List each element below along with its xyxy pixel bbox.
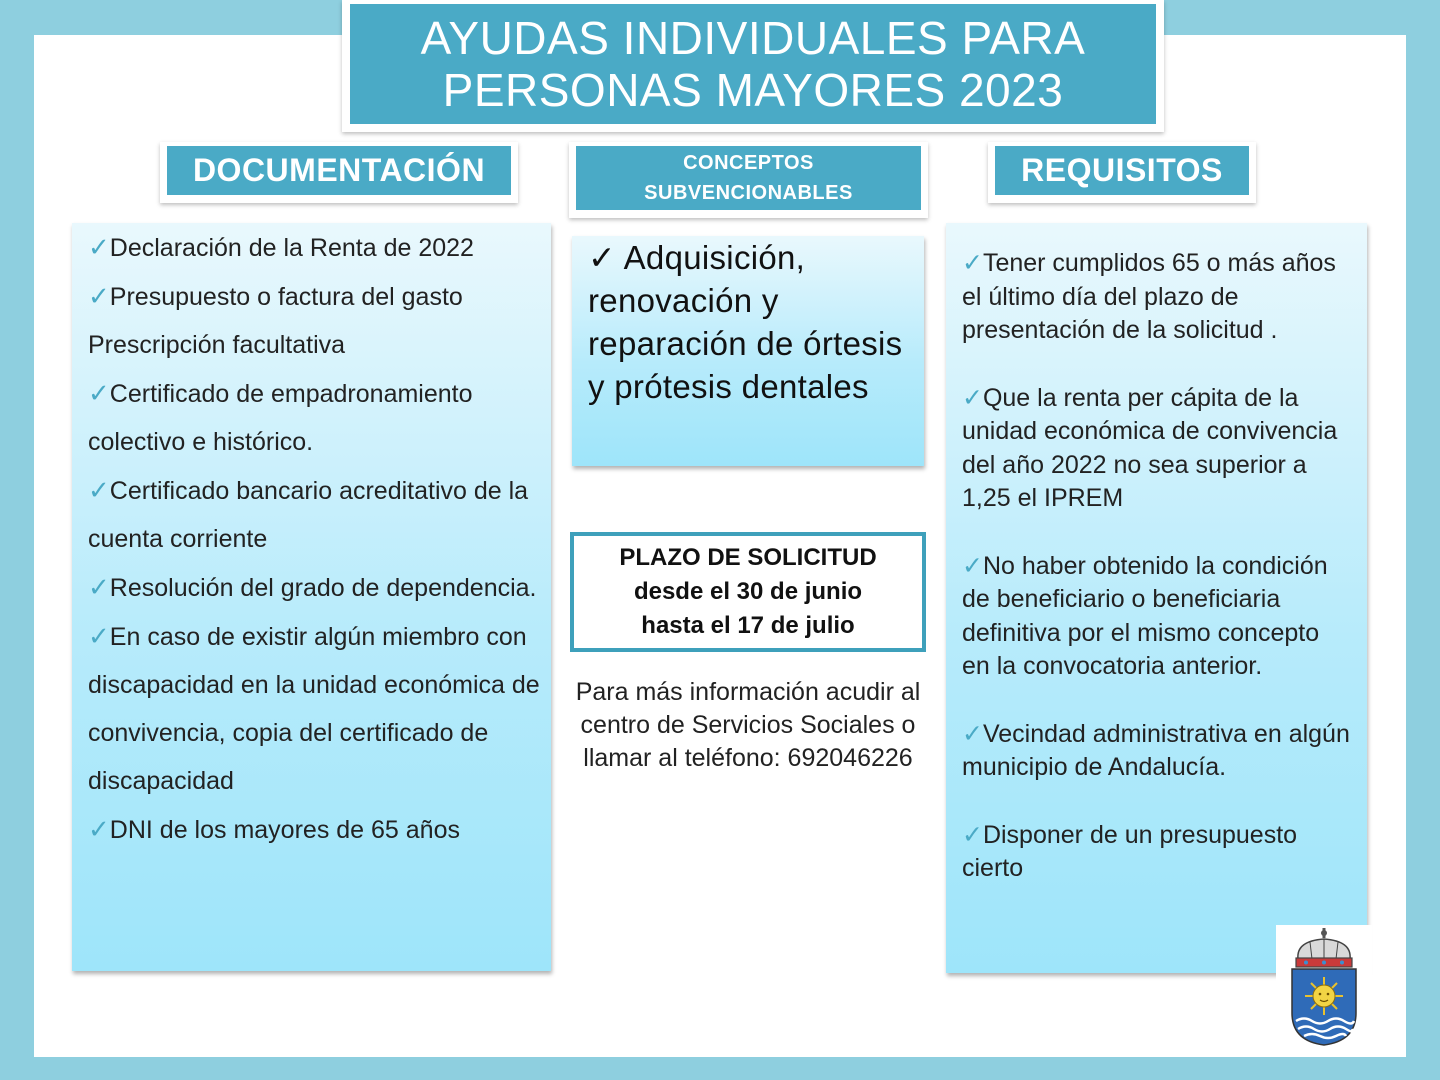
list-item-text: Tener cumplidos 65 o más años el último día del plazo de presentación de la solicitud . (962, 249, 1336, 344)
list-item-text: Certificado de empadronamiento colectivo e histórico. (88, 380, 473, 456)
title-banner (342, 0, 1164, 132)
requisitos-header-label: REQUISITOS (995, 146, 1249, 195)
plazo-title: PLAZO DE SOLICITUD (619, 544, 877, 571)
municipal-coat-of-arms-icon (1276, 925, 1372, 1050)
list-item-text: Presupuesto o factura del gasto Prescripción facultativa (88, 283, 463, 359)
documentacion-box (72, 223, 551, 971)
list-item (962, 247, 1352, 348)
conceptos-header-label: CONCEPTOS SUBVENCIONABLES (576, 146, 921, 210)
list-item (88, 466, 540, 563)
list-item-text: Vecindad administrativa en algún municipio de Andalucía. (962, 719, 1350, 781)
list-item (88, 272, 540, 369)
checkmark-icon: ✓ (962, 249, 983, 277)
checkmark-icon: ✓ (88, 621, 110, 651)
coat-of-arms-graphic (1276, 925, 1372, 1050)
checkmark-icon: ✓ (88, 814, 110, 844)
requisitos-list (962, 247, 1352, 920)
plazo-start: desde el 30 de junio (633, 578, 863, 605)
requisitos-header (988, 142, 1256, 203)
list-item (962, 718, 1352, 785)
conceptos-box (572, 236, 924, 466)
conceptos-header (569, 142, 928, 218)
checkmark-icon: ✓ (88, 232, 110, 262)
documentacion-list (88, 223, 540, 854)
list-item-text: Certificado bancario acreditativo de la cuenta corriente (88, 477, 529, 553)
checkmark-icon: ✓ (588, 239, 616, 276)
list-item (88, 223, 540, 272)
list-item-text: Resolución del grado de dependencia. (109, 574, 537, 602)
list-item (88, 612, 540, 805)
list-item-text: Que la renta per cápita de la unidad económica de convivencia del año 2022 no sea superior a 1,25 el IPREM (962, 383, 1338, 512)
requisitos-box (946, 223, 1367, 973)
list-item (962, 550, 1352, 684)
checkmark-icon: ✓ (88, 378, 110, 408)
checkmark-icon: ✓ (88, 475, 110, 505)
list-item-text: DNI de los mayores de 65 años (109, 816, 460, 844)
checkmark-icon: ✓ (962, 719, 983, 748)
list-item (88, 805, 540, 854)
list-item (962, 382, 1352, 516)
checkmark-icon: ✓ (88, 281, 110, 311)
list-item-text: No haber obtenido la condición de beneficiario o beneficiaria definitiva por el mismo concepto en la convocatoria anterior. (962, 551, 1328, 680)
checkmark-icon: ✓ (962, 820, 983, 849)
documentacion-header (160, 142, 518, 203)
list-item-text: En caso de existir algún miembro con discapacidad en la unidad económica de convivencia, copia del certificado de discapacidad (88, 623, 540, 795)
list-item (962, 819, 1352, 886)
checkmark-icon: ✓ (962, 551, 983, 580)
documentacion-header-label: DOCUMENTACIÓN (167, 146, 511, 195)
checkmark-icon: ✓ (88, 572, 110, 602)
checkmark-icon: ✓ (962, 383, 983, 412)
contact-info: Para más información acudir al centro de Servicios Sociales o llamar al teléfono: 692046226 (575, 678, 921, 772)
conceptos-item-text: Adquisición, renovación y reparación de órtesis y prótesis dentales (588, 239, 903, 405)
list-item (88, 369, 540, 466)
plazo-solicitud-box (570, 532, 926, 652)
list-item (88, 563, 540, 612)
plazo-end: hasta el 17 de julio (641, 612, 855, 639)
conceptos-item (588, 236, 918, 408)
list-item-text: Disponer de un presupuesto cierto (962, 820, 1298, 882)
page-title: AYUDAS INDIVIDUALES PARA PERSONAS MAYORES 2023 (350, 4, 1156, 124)
list-item-text: Declaración de la Renta de 2022 (109, 234, 474, 262)
